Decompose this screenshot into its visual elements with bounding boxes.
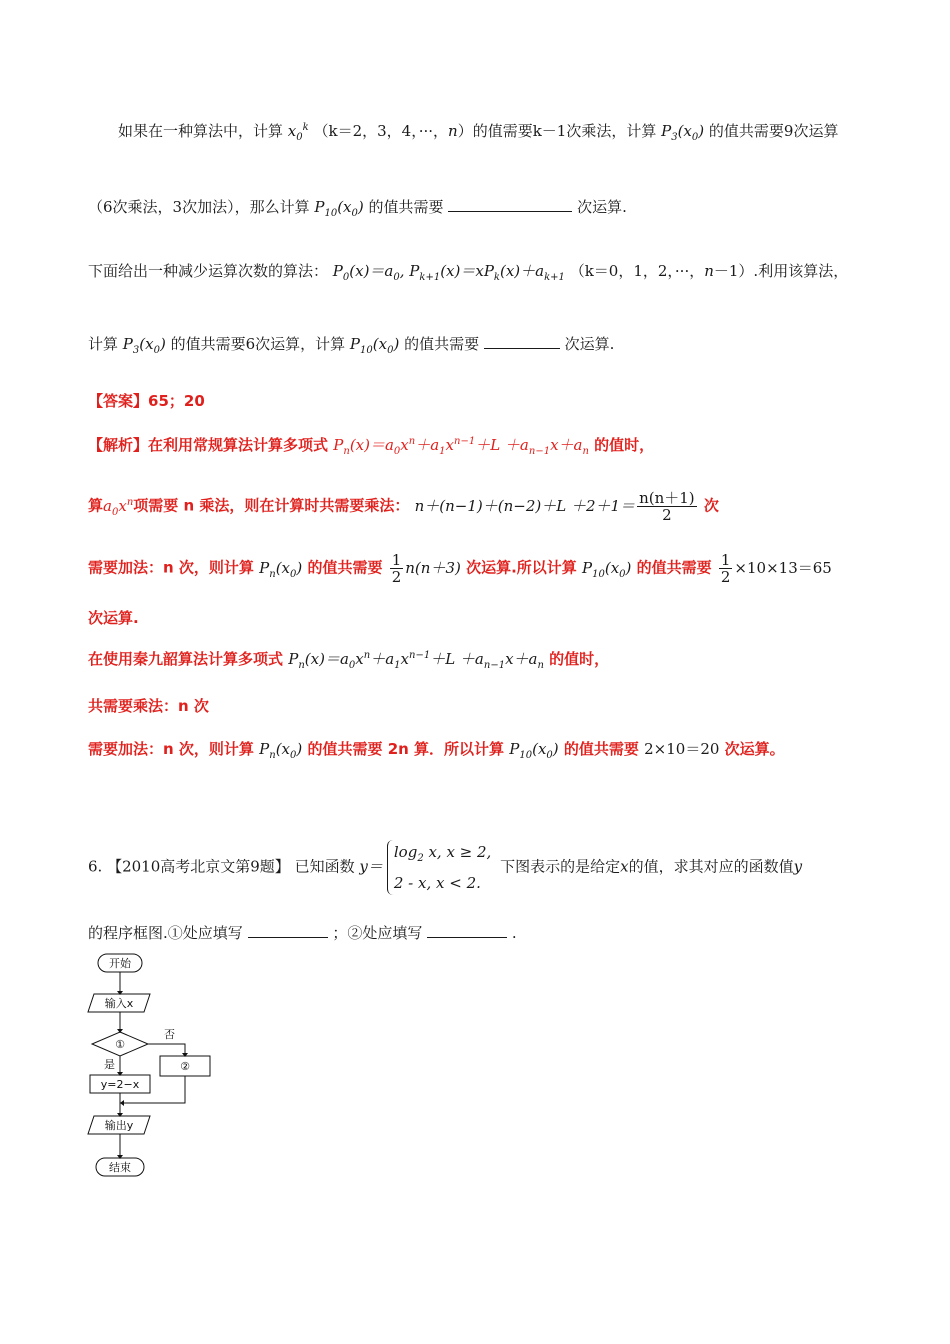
- q6-line-2: 的程序框图.①处应填写 ；②处应填写 .: [88, 924, 517, 942]
- analysis-line-4: 次运算.: [88, 609, 139, 627]
- blank-1[interactable]: [248, 923, 328, 938]
- no-label: 否: [164, 1028, 175, 1041]
- answer-blank-2[interactable]: [484, 334, 560, 349]
- analysis-line-7: 需要加法：n 次，则计算 $P_n(x_0)$ 的值共需要 2n 算．所以计算 $P_{10}(x_0)$ 的值共需要 2×10＝20 次运算。: [88, 740, 785, 761]
- q5-line-2: （6次乘法，3次加法），那么计算 $P_{10}(x_0)$ 的值共需要 次运算.: [88, 198, 627, 219]
- program-flowchart: [80, 948, 240, 1188]
- input-label: 输入x: [104, 997, 134, 1010]
- q5-line-3: 下面给出一种减少运算次数的算法： $P_0(x)=a_0$, $P_{k+1}(x)=xP_k(x)+a_{k+1}$ （k＝0，1，2，···，n－1）.利用该算法，: [88, 262, 849, 283]
- piecewise-function: $\log_2 x$, x ≥ 2, 2 - x, x < 2.: [387, 840, 491, 895]
- answer-blank-1[interactable]: [448, 197, 572, 212]
- q6-number: 6.: [88, 857, 103, 876]
- analysis-line-2: 算$a_0x^n$项需要 n 乘法，则在计算时共需要乘法： n＋(n−1)＋(n−2)＋L ＋2＋1＝ $\frac{n(n+1)}{2}$ 次: [88, 489, 719, 524]
- blank-2[interactable]: [427, 923, 507, 938]
- assign-label: y=2−x: [100, 1078, 140, 1091]
- yes-label: 是: [104, 1058, 115, 1071]
- q5-line-1: 如果在一种算法中，计算 $x_0^k$ （k＝2，3，4，···，n）的值需要k－1次乘法，计算 $P_3(x_0)$ 的值共需要9次运算: [118, 122, 839, 143]
- end-label: 结束: [109, 1161, 131, 1174]
- box2-label: ②: [180, 1060, 190, 1073]
- analysis-line-6: 共需要乘法：n 次: [88, 697, 209, 715]
- analysis-line-5: 在使用秦九韶算法计算多项式 $P_n(x)=a_0x^n+a_1x^{n-1}+L +a_{n-1}x+a_n$ 的值时，: [88, 650, 610, 671]
- output-label: 输出y: [104, 1119, 134, 1132]
- q6-line-1: 6. 【2010高考北京文第9题】 已知函数 $y=\log_2$ x, x ≥ 2, 2 - x, x < 2. 下图表示的是给定x的值，求其对应的函数值y: [88, 840, 802, 895]
- answer-line: [88, 390, 205, 411]
- analysis-line-3: 需要加法：n 次，则计算 $P_n(x_0)$ 的值共需要 $\frac{1}{2}$ n(n＋3) 次运算.所以计算 $P_{10}(x_0)$ 的值共需要 $\frac{1}{2}$ ×10×13＝65: [88, 551, 832, 586]
- answer-value: 65；20: [148, 392, 205, 410]
- answer-label: 【答案】: [88, 392, 149, 410]
- x0-power-k: $x_0^k$: [287, 122, 309, 143]
- q6-source: 【2010高考北京文第9题】: [107, 857, 290, 876]
- q5-line-4: 计算 $P_3(x_0)$ 的值共需要6次运算，计算 $P_{10}(x_0)$ 的值共需要 次运算.: [88, 335, 615, 356]
- start-label: 开始: [109, 957, 131, 970]
- analysis-line-1: 【解析】在利用常规算法计算多项式 $P_n(x)=a_0x^n+a_1x^{n-1}+L +a_{n-1}x+a_n$ 的值时，: [88, 436, 655, 457]
- horner-formula: $P_0(x)=a_0$, $P_{k+1}(x)=xP_k(x)+a_{k+1}$: [332, 262, 565, 283]
- condition-label: ①: [115, 1038, 125, 1051]
- analysis-label: 【解析】: [88, 436, 149, 454]
